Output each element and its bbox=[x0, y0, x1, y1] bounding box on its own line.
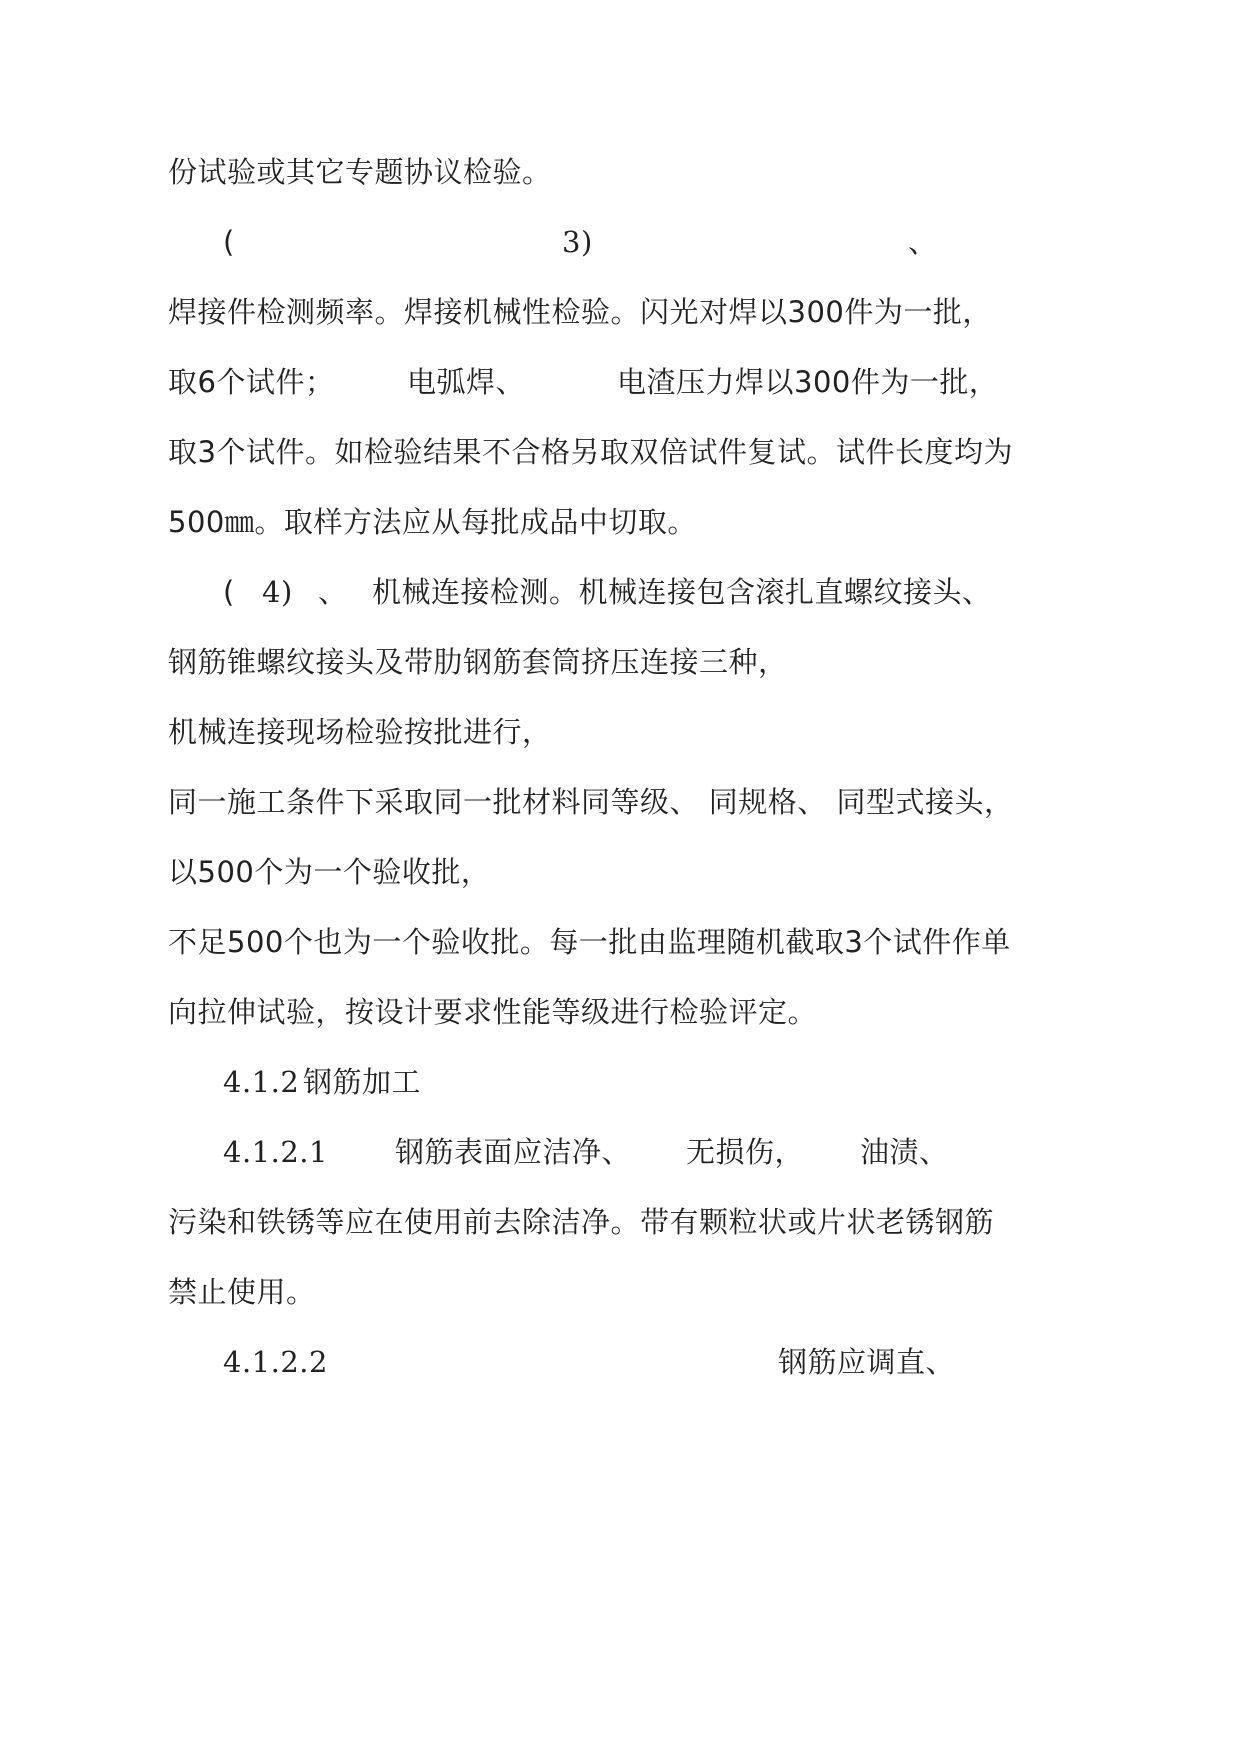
paragraph-text: 同一施工条件下采取同一批材料同等级、 同规格、 同型式接头， bbox=[168, 785, 1014, 819]
paragraph-text: 机械连接现场检验按批进行， bbox=[168, 715, 552, 749]
paragraph-text: 取3个试件。如检验结果不合格另取双倍试件复试。试件长度均为 bbox=[168, 435, 1013, 469]
paragraph-text: 钢筋锥螺纹接头及带肋钢筋套筒挤压连接三种， bbox=[168, 645, 788, 679]
text-line bbox=[168, 992, 817, 1032]
text-line bbox=[168, 152, 552, 192]
paren-open: ( bbox=[223, 575, 235, 609]
text-segment: 无损伤， bbox=[686, 1135, 805, 1169]
text-line bbox=[168, 922, 1011, 962]
section-number: 4.1.2.2 bbox=[223, 1345, 328, 1379]
section-title: 钢筋加工 bbox=[303, 1065, 422, 1099]
text-segment: 电弧焊、 bbox=[407, 365, 526, 399]
text-line bbox=[168, 1202, 994, 1242]
item-number: 4) bbox=[262, 575, 293, 609]
text-line bbox=[168, 642, 788, 682]
text-segment: 钢筋表面应洁净、 bbox=[395, 1135, 632, 1169]
punctuation: 、 bbox=[908, 225, 938, 259]
text-line bbox=[168, 292, 992, 332]
section-number: 4.1.2 bbox=[223, 1065, 300, 1099]
section-number: 4.1.2.1 bbox=[223, 1135, 328, 1169]
paragraph-text: 不足500个也为一个验收批。每一批由监理随机截取3个试件作单 bbox=[168, 925, 1011, 959]
text-segment: 取6个试件； bbox=[168, 365, 335, 399]
punctuation: 、 bbox=[318, 575, 348, 609]
paragraph-text: 向拉伸试验，按设计要求性能等级进行检验评定。 bbox=[168, 995, 818, 1029]
text-segment: 电渣压力焊以300件为一批， bbox=[617, 365, 999, 399]
text-line bbox=[168, 782, 1013, 822]
paragraph-text: 500㎜。取样方法应从每批成品中切取。 bbox=[168, 505, 697, 539]
text-line bbox=[168, 712, 552, 752]
paragraph-text: 禁止使用。 bbox=[168, 1275, 316, 1309]
paragraph-text: 份试验或其它专题协议检验。 bbox=[168, 155, 552, 189]
paragraph-text: 以500个为一个验收批， bbox=[168, 855, 491, 889]
text-line bbox=[168, 502, 697, 542]
text-line bbox=[168, 1272, 316, 1312]
text-line bbox=[168, 852, 490, 892]
text-segment: 油渍、 bbox=[860, 1135, 949, 1169]
paragraph-text: 污染和铁锈等应在使用前去除洁净。带有颗粒状或片状老锈钢筋 bbox=[168, 1205, 995, 1239]
paragraph-text: 焊接件检测频率。焊接机械性检验。闪光对焊以300件为一批， bbox=[168, 295, 992, 329]
paren-open: ( bbox=[223, 225, 235, 259]
text-line bbox=[168, 432, 1013, 472]
item-number: 3) bbox=[562, 225, 593, 259]
text-segment: 钢筋应调直、 bbox=[778, 1345, 956, 1379]
text-segment: 机械连接检测。机械连接包含滚扎直螺纹接头、 bbox=[372, 575, 992, 609]
